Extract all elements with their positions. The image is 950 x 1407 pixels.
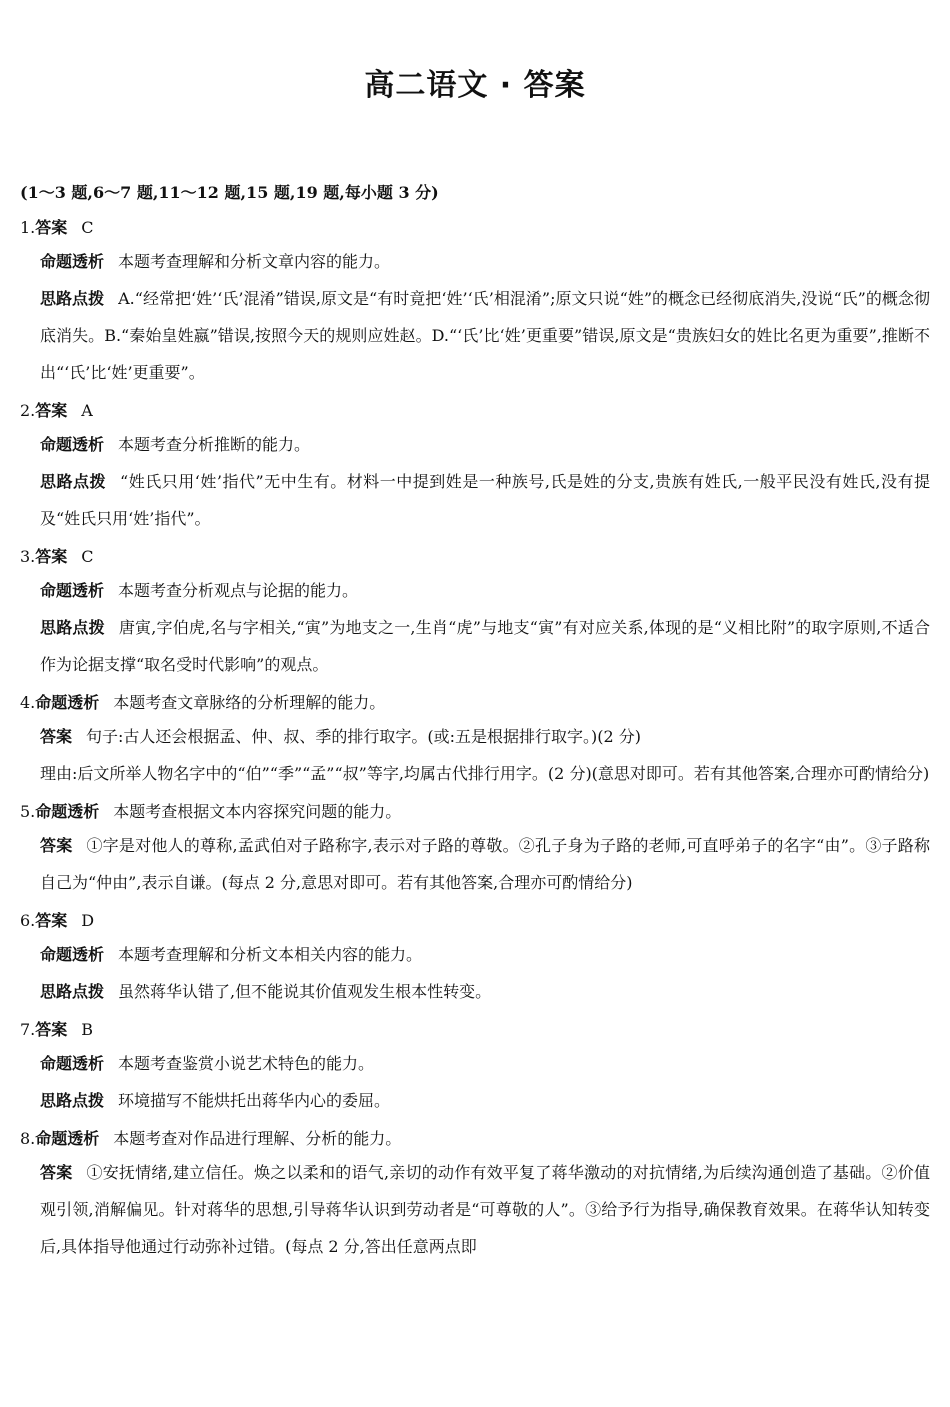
answer-content: [20, 178, 930, 1265]
question-5-header: [20, 797, 930, 827]
hint-text: A.“经常把‘姓’‘氏’混淆”错误,原文是“有时竟把‘姓’‘氏’相混淆”;原文只说“姓”的概念已经彻底消失,没说“氏”的概念彻底消失。B.“秦始皇姓嬴”错误,按照今天的规则应姓赵。D.“‘氏’比‘姓’更重要”错误,原文是“贵族妇女的姓比名更为重要”,推断不出“‘氏’比‘姓’更重要”。: [40, 289, 930, 382]
answer-label: 答案: [40, 1163, 73, 1182]
answer-label: 答案: [35, 1020, 68, 1039]
question-7-hint: [20, 1082, 930, 1119]
answer-text: ①字是对他人的尊称,孟武伯对子路称字,表示对子路的尊敬。②孔子身为子路的老师,可直呼弟子的名字“由”。③子路称自己为“仲由”,表示自谦。(每点 2 分,意思对即可。若有其他答案,合理亦可酌情给分): [40, 836, 930, 892]
answer-label: 答案: [40, 836, 73, 855]
question-6-header: [20, 906, 930, 936]
question-1-header: [20, 213, 930, 243]
reason-text: 后文所举人物名字中的“伯”“季”“孟”“叔”等字,均属古代排行用字。(2 分)(意思对即可。若有其他答案,合理亦可酌情给分): [77, 764, 930, 783]
answer-label: 答案: [40, 727, 73, 746]
analysis-label: 命题透析: [40, 581, 105, 600]
question-7-analysis: [20, 1045, 930, 1082]
question-8-answer: [20, 1154, 930, 1265]
question-8-header: [20, 1124, 930, 1154]
hint-text: 虽然蒋华认错了,但不能说其价值观发生根本性转变。: [118, 982, 492, 1001]
analysis-text: 本题考查文章脉络的分析理解的能力。: [113, 693, 386, 712]
analysis-label: 命题透析: [40, 435, 105, 454]
question-6-analysis: [20, 936, 930, 973]
analysis-label: 命题透析: [35, 693, 100, 712]
question-3-hint: [20, 609, 930, 683]
question-number: 3.: [20, 547, 36, 566]
answer-label: 答案: [35, 547, 68, 566]
question-4-header: [20, 688, 930, 718]
hint-text: “姓氏只用‘姓’指代”无中生有。材料一中提到姓是一种族号,氏是姓的分支,贵族有姓氏,一般平民没有姓氏,没有提及“姓氏只用‘姓’指代”。: [40, 472, 930, 528]
hint-label: 思路点拨: [40, 982, 105, 1001]
question-4-answer: [20, 718, 930, 755]
answer-label: 答案: [35, 911, 68, 930]
hint-text: 唐寅,字伯虎,名与字相关,“寅”为地支之一,生肖“虎”与地支“寅”有对应关系,体现的是“义相比附”的取字原则,不适合作为论据支撑“取名受时代影响”的观点。: [40, 618, 930, 674]
analysis-text: 本题考查理解和分析文章内容的能力。: [118, 252, 391, 271]
answer-text: ①安抚情绪,建立信任。焕之以柔和的语气,亲切的动作有效平复了蒋华激动的对抗情绪,为后续沟通创造了基础。②价值观引领,消解偏见。针对蒋华的思想,引导蒋华认识到劳动者是“可尊敬的人”。③给予行为指导,确保教育效果。在蒋华认知转变后,具体指导他通过行动弥补过错。(每点 2 分,答出任意两点即: [40, 1163, 930, 1256]
analysis-label: 命题透析: [40, 252, 105, 271]
answer-text: 句子:古人还会根据孟、仲、叔、季的排行取字。(或:五是根据排行取字。)(2 分): [86, 727, 642, 746]
question-1-hint: [20, 280, 930, 391]
question-number: 5.: [20, 802, 36, 821]
question-3-analysis: [20, 572, 930, 609]
hint-label: 思路点拨: [40, 618, 105, 637]
analysis-text: 本题考查分析观点与论据的能力。: [118, 581, 359, 600]
answer-value: C: [81, 218, 94, 237]
answer-label: 答案: [35, 401, 68, 420]
question-2-header: [20, 396, 930, 426]
analysis-text: 本题考查理解和分析文本相关内容的能力。: [118, 945, 423, 964]
analysis-label: 命题透析: [35, 1129, 100, 1148]
hint-label: 思路点拨: [40, 472, 107, 491]
analysis-text: 本题考查分析推断的能力。: [118, 435, 311, 454]
reason-label: 理由:: [40, 764, 78, 783]
question-6-hint: [20, 973, 930, 1010]
analysis-label: 命题透析: [35, 802, 100, 821]
hint-label: 思路点拨: [40, 289, 105, 308]
question-3-header: [20, 542, 930, 572]
page-title: 高二语文 · 答案: [364, 68, 586, 103]
analysis-text: 本题考查鉴赏小说艺术特色的能力。: [118, 1054, 375, 1073]
answer-value: C: [81, 547, 94, 566]
analysis-text: 本题考查对作品进行理解、分析的能力。: [113, 1129, 402, 1148]
question-7-header: [20, 1015, 930, 1045]
answer-label: 答案: [35, 218, 68, 237]
analysis-text: 本题考查根据文本内容探究问题的能力。: [113, 802, 402, 821]
analysis-label: 命题透析: [40, 945, 105, 964]
question-number: 4.: [20, 693, 36, 712]
answer-value: B: [81, 1020, 94, 1039]
question-number: 1.: [20, 218, 36, 237]
question-number: 6.: [20, 911, 36, 930]
question-5-answer: [20, 827, 930, 901]
answer-value: D: [81, 911, 95, 930]
question-number: 2.: [20, 401, 36, 420]
hint-label: 思路点拨: [40, 1091, 105, 1110]
question-4-reason: [20, 755, 930, 792]
question-2-analysis: [20, 426, 930, 463]
question-2-hint: [20, 463, 930, 537]
question-1-analysis: [20, 243, 930, 280]
scoring-note: (1～3 题,6～7 题,11～12 题,15 题,19 题,每小题 3 分): [20, 183, 439, 202]
analysis-label: 命题透析: [40, 1054, 105, 1073]
hint-text: 环境描写不能烘托出蒋华内心的委屈。: [118, 1091, 391, 1110]
question-number: 7.: [20, 1020, 36, 1039]
question-number: 8.: [20, 1129, 36, 1148]
answer-value: A: [81, 401, 93, 420]
